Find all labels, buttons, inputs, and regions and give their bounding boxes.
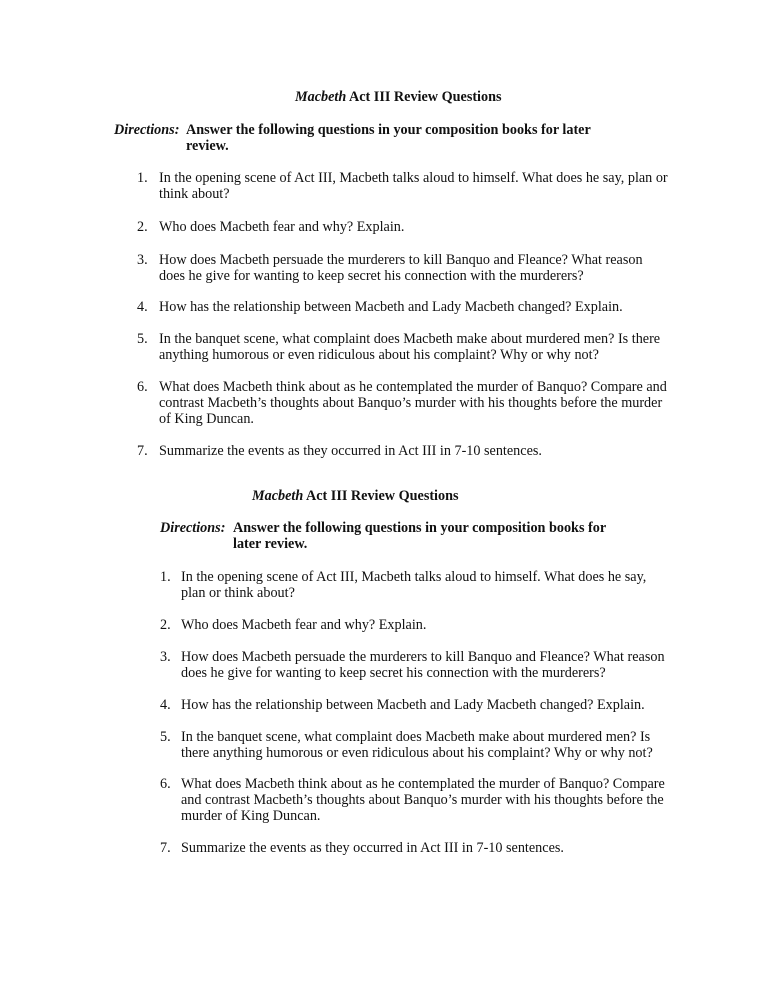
question-line: How does Macbeth persuade the murderers to kill Banquo and Fleance? What reason: [159, 252, 643, 268]
question-text: [159, 443, 542, 459]
question-text: [181, 569, 646, 601]
question-line: In the banquet scene, what complaint does Macbeth make about murdered men? Is there: [159, 331, 661, 347]
question-number: 3.: [160, 649, 171, 665]
question-number: 6.: [160, 776, 171, 792]
question-text: [181, 840, 564, 856]
question-line: murder of King Duncan.: [181, 808, 321, 824]
title-rest: Act III Review Questions: [346, 89, 502, 105]
question-number: 2.: [160, 617, 171, 633]
question-line: Summarize the events as they occurred in Act III in 7-10 sentences.: [159, 443, 542, 459]
title-rest: Act III Review Questions: [303, 488, 459, 504]
question-line: In the opening scene of Act III, Macbeth talks aloud to himself. What does he say, plan or: [159, 170, 668, 186]
question-text: [181, 697, 645, 713]
question-text: [181, 776, 665, 824]
title-italic: Macbeth: [295, 89, 347, 105]
question-line: and contrast Macbeth’s thoughts about Banquo’s murder with his thoughts before the: [181, 792, 664, 808]
directions-line: Answer the following questions in your composition books for: [233, 520, 607, 536]
question-number: 3.: [137, 252, 148, 268]
directions-label: Directions:: [160, 520, 226, 536]
question-text: [181, 729, 653, 761]
question-line: What does Macbeth think about as he contemplated the murder of Banquo? Compare: [181, 776, 665, 792]
question-line: does he give for wanting to keep secret his connection with the murderers?: [181, 665, 606, 681]
directions-line: Answer the following questions in your composition books for later: [186, 122, 591, 138]
directions-line: review.: [186, 138, 229, 154]
section-title: [252, 488, 459, 504]
question-line: In the opening scene of Act III, Macbeth talks aloud to himself. What does he say,: [181, 569, 647, 585]
question-number: 4.: [137, 299, 148, 315]
question-number: 5.: [137, 331, 148, 347]
question-number: 7.: [137, 443, 148, 459]
question-number: 6.: [137, 379, 148, 395]
question-text: [181, 617, 426, 633]
question-text: [181, 649, 665, 681]
question-line: Who does Macbeth fear and why? Explain.: [159, 219, 405, 235]
question-line: How has the relationship between Macbeth and Lady Macbeth changed? Explain.: [181, 697, 645, 713]
question-line: plan or think about?: [181, 585, 295, 601]
question-text: [159, 219, 404, 235]
question-line: In the banquet scene, what complaint does Macbeth make about murdered men? Is: [181, 729, 651, 745]
section-title: [295, 89, 502, 105]
question-line: does he give for wanting to keep secret his connection with the murderers?: [159, 268, 584, 284]
question-text: [159, 170, 668, 202]
question-text: [159, 331, 660, 363]
question-line: How has the relationship between Macbeth and Lady Macbeth changed? Explain.: [159, 299, 623, 315]
question-line: of King Duncan.: [159, 411, 254, 427]
directions-label: Directions:: [114, 122, 180, 138]
question-number: 1.: [137, 170, 148, 186]
question-number: 1.: [160, 569, 171, 585]
question-line: Who does Macbeth fear and why? Explain.: [181, 617, 427, 633]
question-number: 2.: [137, 219, 148, 235]
question-number: 4.: [160, 697, 171, 713]
question-line: there anything humorous or even ridiculous about his complaint? Why or why not?: [181, 745, 653, 761]
question-line: How does Macbeth persuade the murderers to kill Banquo and Fleance? What reason: [181, 649, 665, 665]
question-number: 5.: [160, 729, 171, 745]
question-line: anything humorous or even ridiculous about his complaint? Why or why not?: [159, 347, 599, 363]
question-line: What does Macbeth think about as he contemplated the murder of Banquo? Compare and: [159, 379, 667, 395]
question-line: think about?: [159, 186, 230, 202]
directions-line: later review.: [233, 536, 308, 552]
question-text: [159, 299, 623, 315]
question-text: [159, 252, 643, 284]
question-text: [159, 379, 667, 427]
question-line: contrast Macbeth’s thoughts about Banquo’s murder with his thoughts before the murder: [159, 395, 663, 411]
title-italic: Macbeth: [252, 488, 304, 504]
question-line: Summarize the events as they occurred in Act III in 7-10 sentences.: [181, 840, 564, 856]
question-number: 7.: [160, 840, 171, 856]
